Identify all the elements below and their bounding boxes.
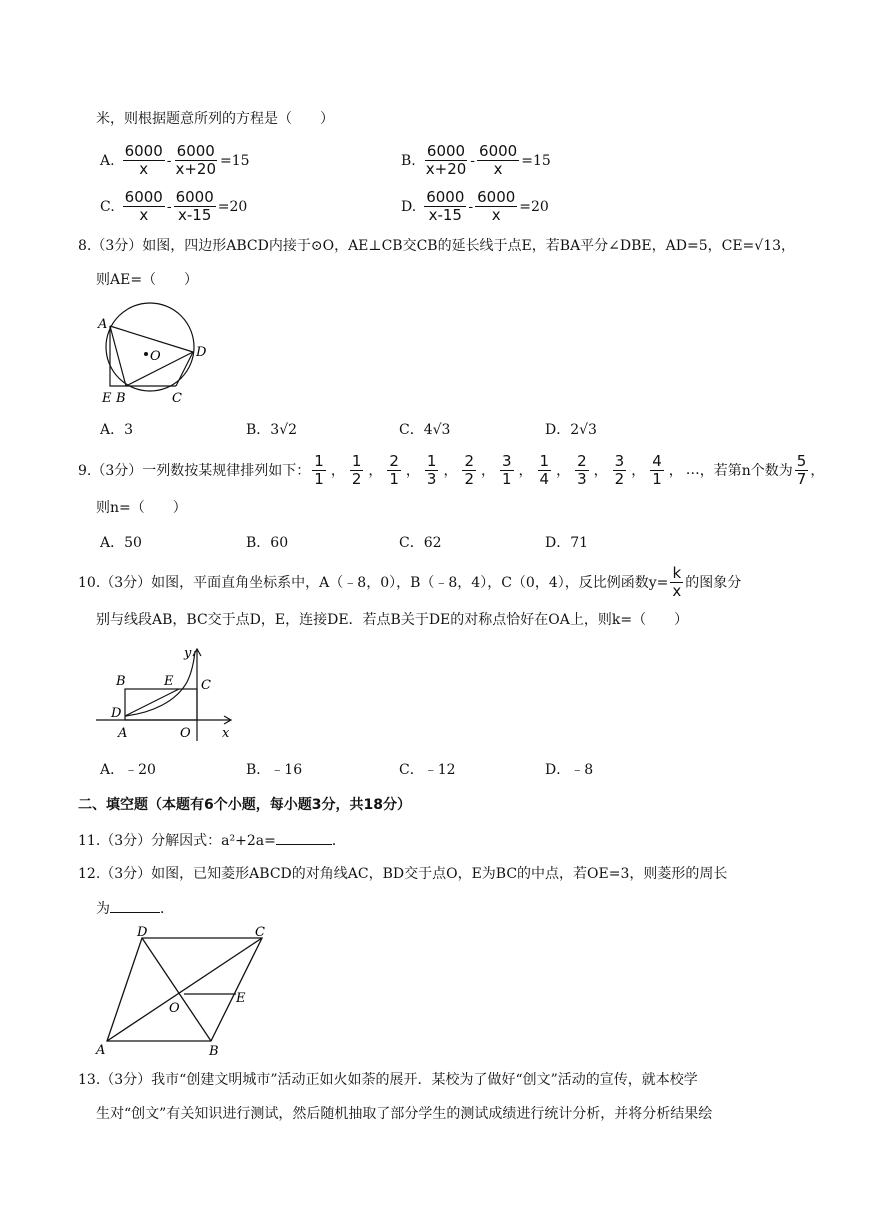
- q7-option-d[interactable]: [401, 189, 549, 224]
- q10-text-line2: 别与线段AB，BC交于点D，E，连接DE．若点B关于DE的对称点恰好在OA上，则k=（ ）: [96, 612, 689, 628]
- q9-target-fraction: $\frac{5}{7}$: [796, 451, 807, 488]
- q12-answer-blank[interactable]: [110, 898, 160, 913]
- minus-sign: -: [166, 198, 172, 215]
- q12-rhombus-figure: [93, 922, 283, 1057]
- q10-option-c[interactable]: C．﹣12: [399, 762, 456, 778]
- q11-prompt: 11.（3分）分解因式：a²+2a=: [78, 833, 276, 849]
- fraction: $\frac{6000}{x}$: [124, 188, 163, 224]
- fraction: $\frac{6000}{x}$: [477, 188, 516, 224]
- q9-option-a[interactable]: A．50: [100, 535, 142, 551]
- q9-option-d[interactable]: D．71: [545, 535, 589, 551]
- q12-text-line1: 12.（3分）如图，已知菱形ABCD的对角线AC，BD交于点O，E为BC的中点，若OE=3，则菱形的周长: [78, 866, 728, 882]
- rhs: =15: [521, 152, 551, 169]
- q10-line1-start: 10.（3分）如图，平面直角坐标系中，A（﹣8，0），B（﹣8，4），C（0，4），反比例函数y=: [78, 575, 669, 591]
- q9-sequence: [310, 453, 665, 488]
- section-2-title: 二、填空题（本题有6个小题，每小题3分，共18分）: [78, 797, 411, 813]
- fraction: $\frac{6000}{x-15}$: [426, 188, 465, 224]
- label-d: D: [111, 706, 122, 721]
- center-dot: [144, 352, 148, 356]
- label-a: A: [98, 317, 108, 332]
- q7-option-a[interactable]: [100, 143, 250, 178]
- label-e: E: [164, 674, 174, 689]
- label-c: C: [172, 391, 182, 406]
- q7-option-c[interactable]: [100, 189, 247, 224]
- label-a: A: [96, 1043, 106, 1057]
- q11-period: ．: [331, 833, 346, 849]
- q8-option-a[interactable]: A．3: [100, 422, 134, 438]
- comma: ，: [810, 463, 825, 479]
- label-o: O: [169, 1001, 180, 1016]
- segment-de: [125, 689, 179, 716]
- label-a: A: [118, 726, 128, 741]
- q10-option-d[interactable]: D．﹣8: [545, 762, 594, 778]
- q10-function-fraction: $\frac{k}{x}$: [672, 563, 682, 600]
- sequence-fraction: $\frac{2}{1}$: [389, 451, 399, 488]
- q10-option-a[interactable]: A．﹣20: [100, 762, 156, 778]
- circle-o: [106, 303, 194, 391]
- label-y: y: [184, 646, 192, 661]
- sequence-fraction: $\frac{1}{3}$: [426, 451, 437, 488]
- q10-coordinate-figure: [96, 645, 246, 745]
- rhs: =15: [220, 152, 250, 169]
- label-b: B: [209, 1044, 219, 1057]
- comma: ，: [443, 463, 458, 479]
- q10-line1-end: 的图象分: [685, 575, 742, 591]
- fraction: $\frac{6000}{x+20}$: [425, 142, 467, 178]
- q8-option-d[interactable]: D．2√3: [545, 422, 597, 438]
- sequence-fraction: $\frac{1}{1}$: [314, 451, 324, 488]
- q8-option-c[interactable]: C．4√3: [399, 422, 451, 438]
- fraction: $\frac{6000}{x}$: [479, 142, 518, 178]
- minus-sign: -: [166, 152, 172, 169]
- minus-sign: -: [468, 198, 474, 215]
- fraction: $\frac{6000}{x+20}$: [175, 142, 217, 178]
- q9-suffix: ，若第n个数为: [699, 463, 793, 479]
- option-letter: D.: [401, 198, 417, 215]
- label-o: O: [150, 349, 161, 364]
- rectangle-abco: [125, 689, 197, 720]
- q7-option-b[interactable]: [401, 143, 551, 178]
- q10-text-line1: [78, 562, 741, 602]
- option-letter: A.: [100, 152, 115, 169]
- label-x: x: [222, 726, 230, 741]
- sequence-fraction: $\frac{3}{1}$: [502, 451, 512, 488]
- q8-circle-figure: [96, 298, 216, 408]
- label-o: O: [180, 726, 191, 741]
- q9-option-b[interactable]: B．60: [246, 535, 289, 551]
- label-b: B: [116, 391, 126, 406]
- label-c: C: [255, 925, 265, 940]
- sequence-fraction: $\frac{3}{2}$: [614, 451, 625, 488]
- comma: ，: [518, 463, 533, 479]
- q13-text-line2: 生对“创文”有关知识进行测试，然后随机抽取了部分学生的测试成绩进行统计分析，并将分析结果绘: [96, 1106, 713, 1122]
- label-b: B: [116, 674, 126, 689]
- q9-prefix: 9.（3分）一列数按某规律排列如下：: [78, 463, 311, 479]
- sequence-fraction: $\frac{4}{1}$: [652, 451, 662, 488]
- label-c: C: [201, 678, 211, 693]
- diagonal-bd: [142, 938, 211, 1041]
- q11-text: [78, 830, 346, 851]
- fraction: $\frac{6000}{x-15}$: [175, 188, 214, 224]
- label-d: D: [196, 345, 207, 360]
- segment-cd: [176, 352, 193, 386]
- q9-option-c[interactable]: C．62: [399, 535, 442, 551]
- sequence-fraction: $\frac{2}{3}$: [577, 451, 587, 488]
- comma: ，: [593, 463, 608, 479]
- comma: ，: [556, 463, 571, 479]
- q8-option-b[interactable]: B．3√2: [246, 422, 298, 438]
- comma: ，: [330, 463, 345, 479]
- comma: ，: [405, 463, 420, 479]
- q10-option-b[interactable]: B．﹣16: [246, 762, 303, 778]
- comma: ，: [631, 463, 646, 479]
- q9-text-line1: [78, 450, 824, 490]
- q11-answer-blank[interactable]: [276, 830, 332, 845]
- sequence-fraction: $\frac{1}{4}$: [539, 451, 550, 488]
- q12-text-line2: [96, 898, 174, 919]
- q13-text-line1: 13.（3分）我市“创建文明城市”活动正如火如荼的展开．某校为了做好“创文”活动的宣传，就本校学: [78, 1072, 698, 1088]
- sequence-fraction: $\frac{1}{2}$: [351, 451, 362, 488]
- q8-text-line2: 则AE=（ ）: [96, 272, 199, 288]
- comma: ，: [368, 463, 383, 479]
- diagonal-ac: [107, 938, 262, 1041]
- option-letter: B.: [401, 152, 416, 169]
- q9-text-line2: 则n=（ ）: [96, 500, 187, 516]
- comma: ，: [481, 463, 495, 479]
- label-d: D: [137, 925, 148, 940]
- q12-period: ．: [160, 901, 174, 917]
- q7-text-tail: 米，则根据题意所列的方程是（ ）: [96, 111, 334, 127]
- sequence-fraction: $\frac{2}{2}$: [464, 451, 474, 488]
- option-letter: C.: [100, 198, 115, 215]
- q12-prompt: 为: [96, 901, 110, 917]
- label-e: E: [102, 391, 112, 406]
- q9-ellipsis: …: [685, 462, 700, 478]
- rhs: =20: [217, 198, 248, 215]
- minus-sign: -: [470, 152, 476, 169]
- label-e: E: [236, 991, 246, 1006]
- q8-text-line1: 8.（3分）如图，四边形ABCD内接于⊙O，AE⊥CB交CB的延长线于点E，若BA平分∠DBE，AD=5，CE=√13，: [78, 238, 796, 254]
- fraction: $\frac{6000}{x}$: [124, 142, 163, 178]
- comma: ，: [668, 463, 683, 479]
- rhs: =20: [519, 198, 549, 215]
